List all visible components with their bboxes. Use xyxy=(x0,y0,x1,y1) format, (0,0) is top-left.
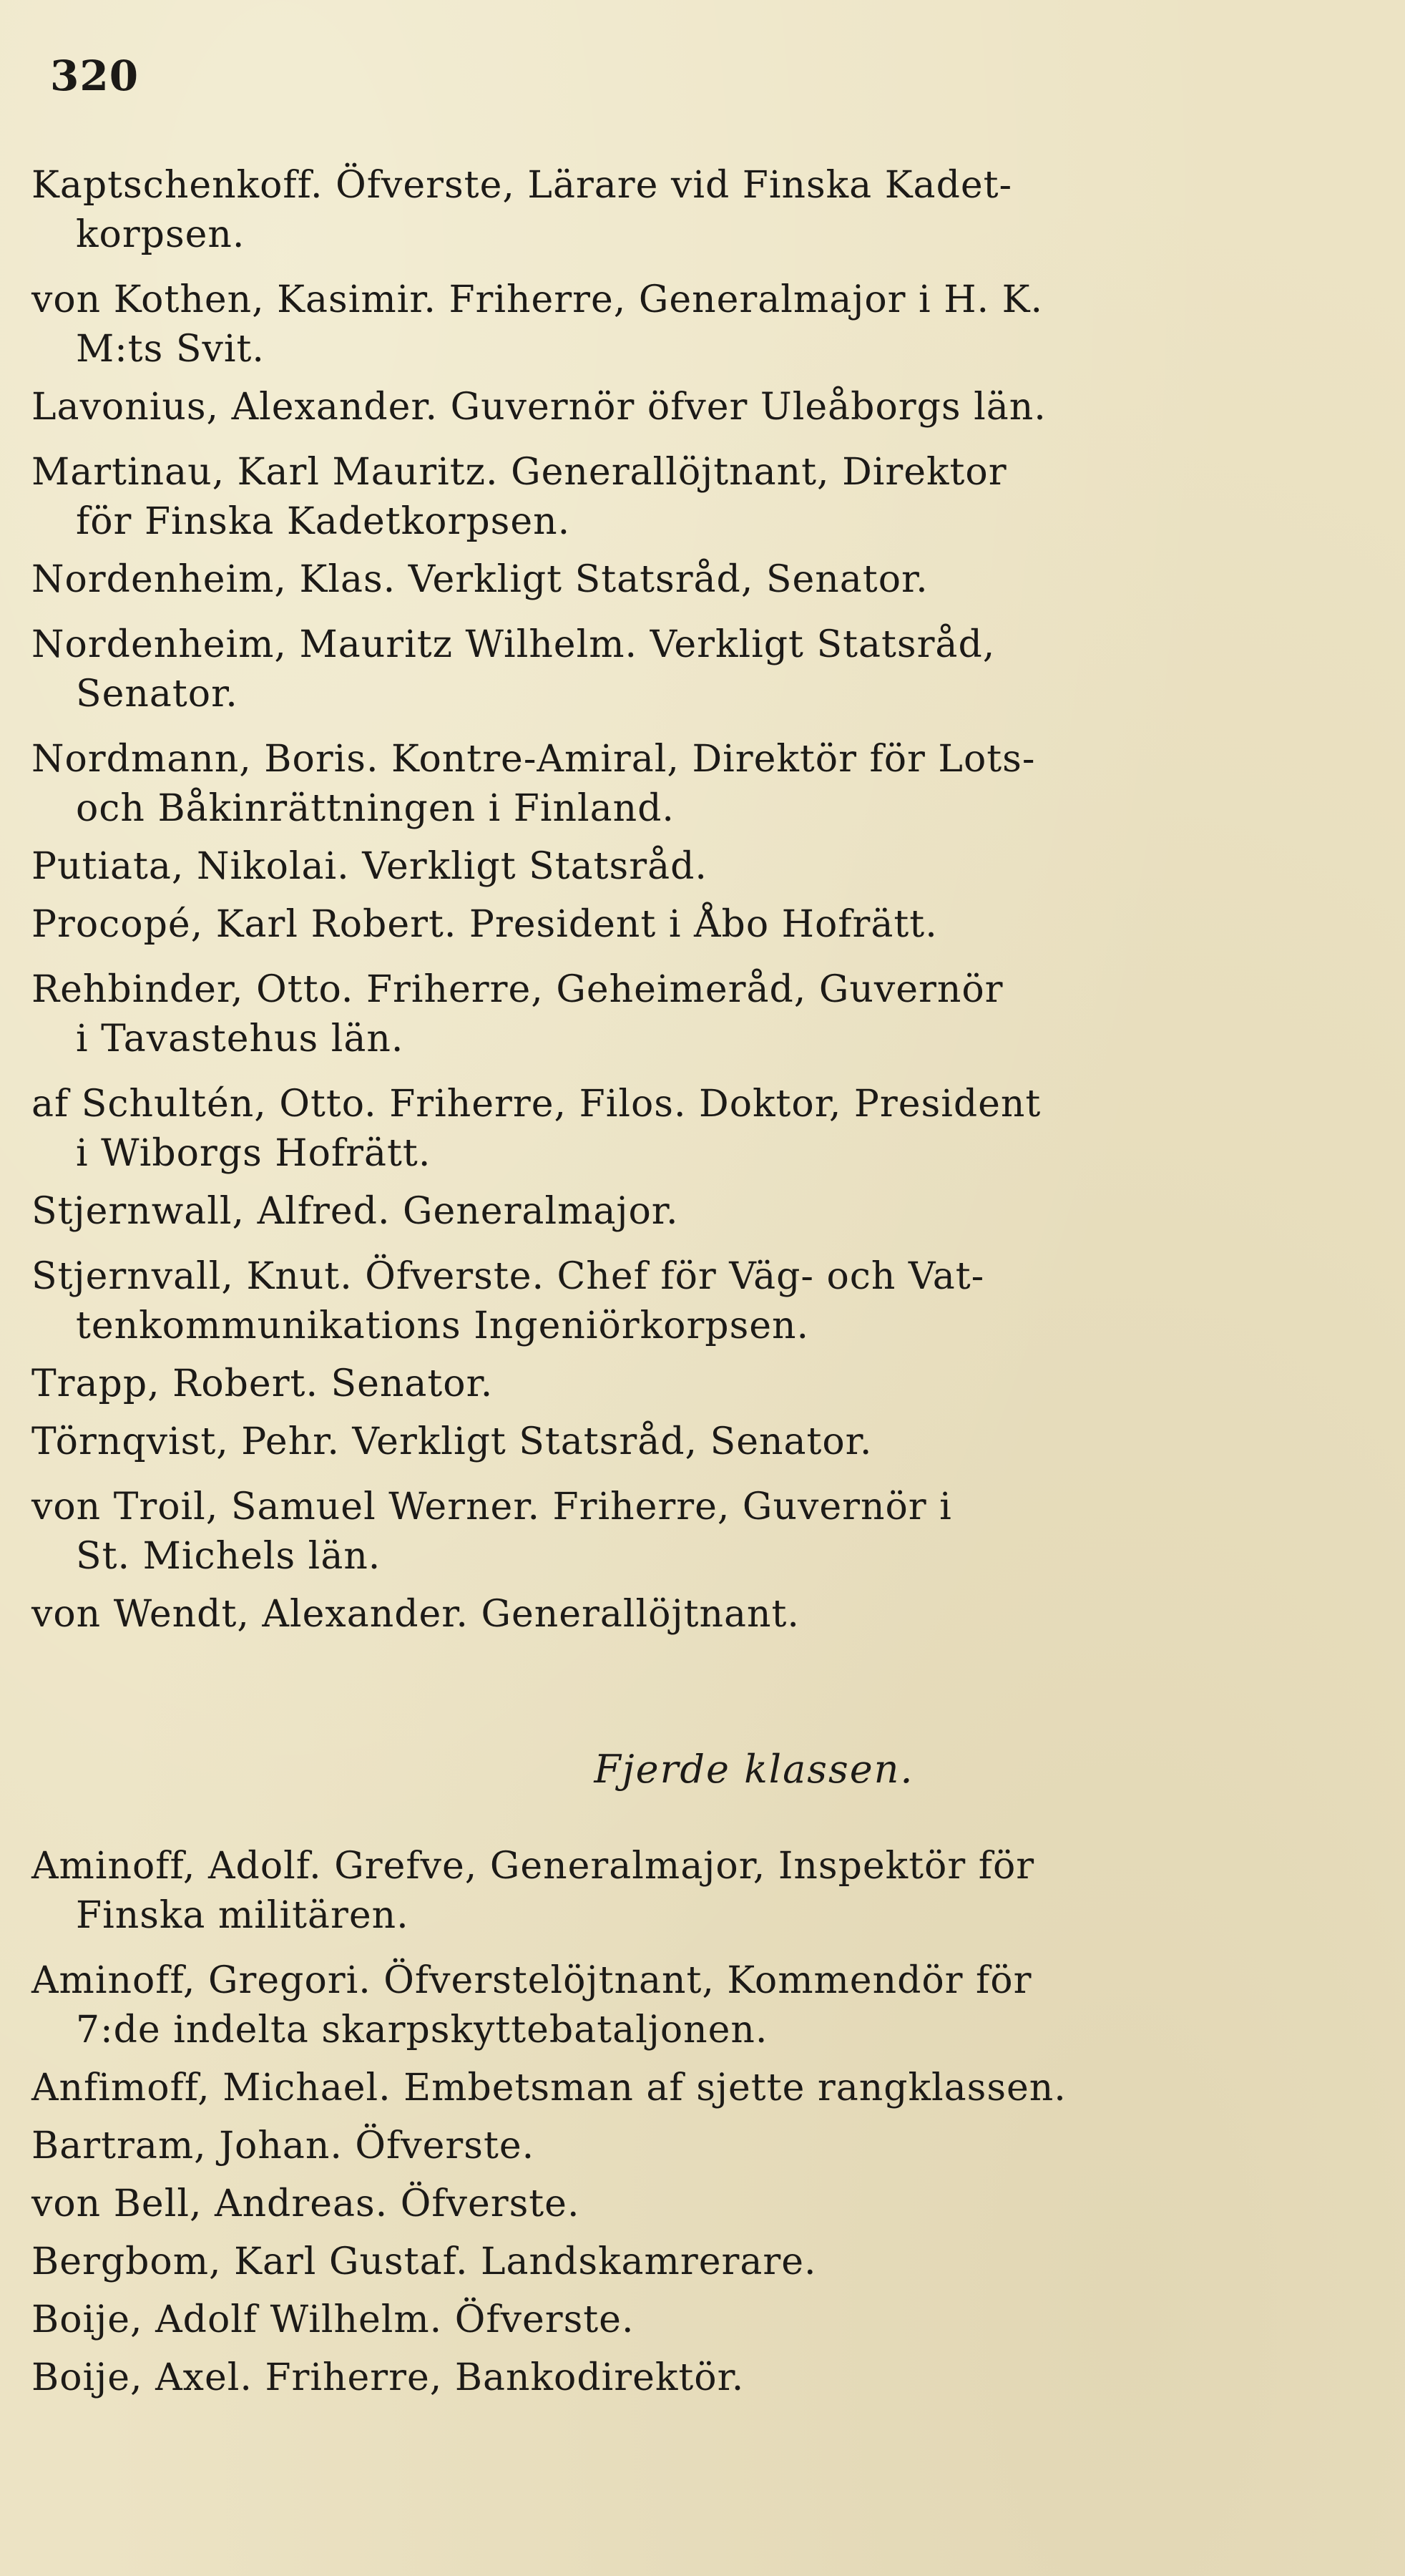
list-entry xyxy=(31,2238,1376,2287)
list-entry xyxy=(31,448,1376,547)
list-entry xyxy=(31,965,1376,1064)
list-entry xyxy=(31,900,1376,950)
entry-line: Törnqvist, Pehr. Verkligt Statsråd, Senator. xyxy=(31,1420,873,1463)
entry-line: Procopé, Karl Robert. President i Åbo Hofrätt. xyxy=(31,903,938,946)
list-entry xyxy=(31,275,1376,374)
entry-continuation-line: för Finska Kadetkorpsen. xyxy=(76,500,571,543)
entry-continuation-line: Finska militären. xyxy=(76,1894,409,1937)
entry-line: von Wendt, Alexander. Generallöjtnant. xyxy=(31,1593,800,1636)
list-entry xyxy=(31,2064,1376,2113)
list-entry xyxy=(31,842,1376,892)
list-entry xyxy=(31,1483,1376,1581)
list-entry xyxy=(31,1080,1376,1179)
list-entry xyxy=(31,1360,1376,1409)
entry-line: Lavonius, Alexander. Guvernör öfver Uleåborgs län. xyxy=(31,386,1047,429)
entry-continuation-line: St. Michels län. xyxy=(76,1535,381,1578)
entry-continuation-line: och Båkinrättningen i Finland. xyxy=(76,787,675,830)
list-entry xyxy=(31,2296,1376,2345)
page-number: 320 xyxy=(50,52,139,100)
list-entry xyxy=(31,1590,1376,1639)
entry-list-top xyxy=(31,161,1376,1639)
entry-line: Bartram, Johan. Öfverste. xyxy=(31,2124,535,2167)
entry-line: Boije, Adolf Wilhelm. Öfverste. xyxy=(31,2298,635,2341)
entry-continuation-line: Senator. xyxy=(76,673,238,716)
list-entry xyxy=(31,1956,1376,2055)
list-entry xyxy=(31,383,1376,432)
entry-line: Stjernwall, Alfred. Generalmajor. xyxy=(31,1190,679,1233)
entry-line: Boije, Axel. Friherre, Bankodirektör. xyxy=(31,2356,745,2399)
entry-list-bottom xyxy=(31,1842,1376,2403)
list-entry xyxy=(31,1252,1376,1351)
entry-line: Aminoff, Adolf. Grefve, Generalmajor, Inspektör för xyxy=(31,1845,1035,1888)
entry-line: af Schultén, Otto. Friherre, Filos. Doktor, President xyxy=(31,1083,1042,1126)
entry-continuation-line: i Tavastehus län. xyxy=(76,1018,404,1060)
entry-line: Martinau, Karl Mauritz. Generallöjtnant, Direktor xyxy=(31,451,1007,494)
list-entry xyxy=(31,161,1376,260)
list-entry xyxy=(31,2353,1376,2403)
entry-line: Nordmann, Boris. Kontre-Amiral, Direktör för Lots- xyxy=(31,738,1036,781)
section-heading xyxy=(31,1747,1376,1792)
entry-continuation-line: i Wiborgs Hofrätt. xyxy=(76,1132,431,1175)
entry-line: Aminoff, Gregori. Öfverstelöjtnant, Kommendör för xyxy=(31,1959,1032,2002)
list-entry xyxy=(31,1187,1376,1236)
list-entry xyxy=(31,735,1376,834)
entry-line: Trapp, Robert. Senator. xyxy=(31,1362,494,1405)
entry-continuation-line: korpsen. xyxy=(76,213,245,256)
entry-line: Nordenheim, Mauritz Wilhelm. Verkligt Statsråd, xyxy=(31,623,996,666)
entry-continuation-line: M:ts Svit. xyxy=(76,328,265,371)
entry-line: Stjernvall, Knut. Öfverste. Chef för Väg- och Vat- xyxy=(31,1255,985,1298)
list-entry xyxy=(31,2122,1376,2171)
entry-line: von Bell, Andreas. Öfverste. xyxy=(31,2182,580,2225)
entry-line: Rehbinder, Otto. Friherre, Geheimeråd, Guvernör xyxy=(31,968,1004,1011)
text-block xyxy=(31,161,1376,2403)
list-entry xyxy=(31,620,1376,719)
entry-continuation-line: tenkommunikations Ingeniörkorpsen. xyxy=(76,1304,810,1347)
entry-line: Bergbom, Karl Gustaf. Landskamrerare. xyxy=(31,2240,817,2283)
list-entry xyxy=(31,1418,1376,1467)
list-entry xyxy=(31,555,1376,605)
list-entry xyxy=(31,1842,1376,1941)
entry-line: von Kothen, Kasimir. Friherre, Generalmajor i H. K. xyxy=(31,278,1043,321)
entry-line: Putiata, Nikolai. Verkligt Statsråd. xyxy=(31,845,708,888)
entry-line: Anfimoff, Michael. Embetsman af sjette rangklassen. xyxy=(31,2067,1067,2109)
entry-continuation-line: 7:de indelta skarpskyttebataljonen. xyxy=(76,2009,768,2051)
entry-line: Nordenheim, Klas. Verkligt Statsråd, Senator. xyxy=(31,558,929,601)
entry-line: Kaptschenkoff. Öfverste, Lärare vid Finska Kadet- xyxy=(31,164,1013,207)
section-heading-text: Fjerde klassen. xyxy=(594,1747,914,1792)
list-entry xyxy=(31,2180,1376,2229)
entry-line: von Troil, Samuel Werner. Friherre, Guvernör i xyxy=(31,1485,952,1528)
